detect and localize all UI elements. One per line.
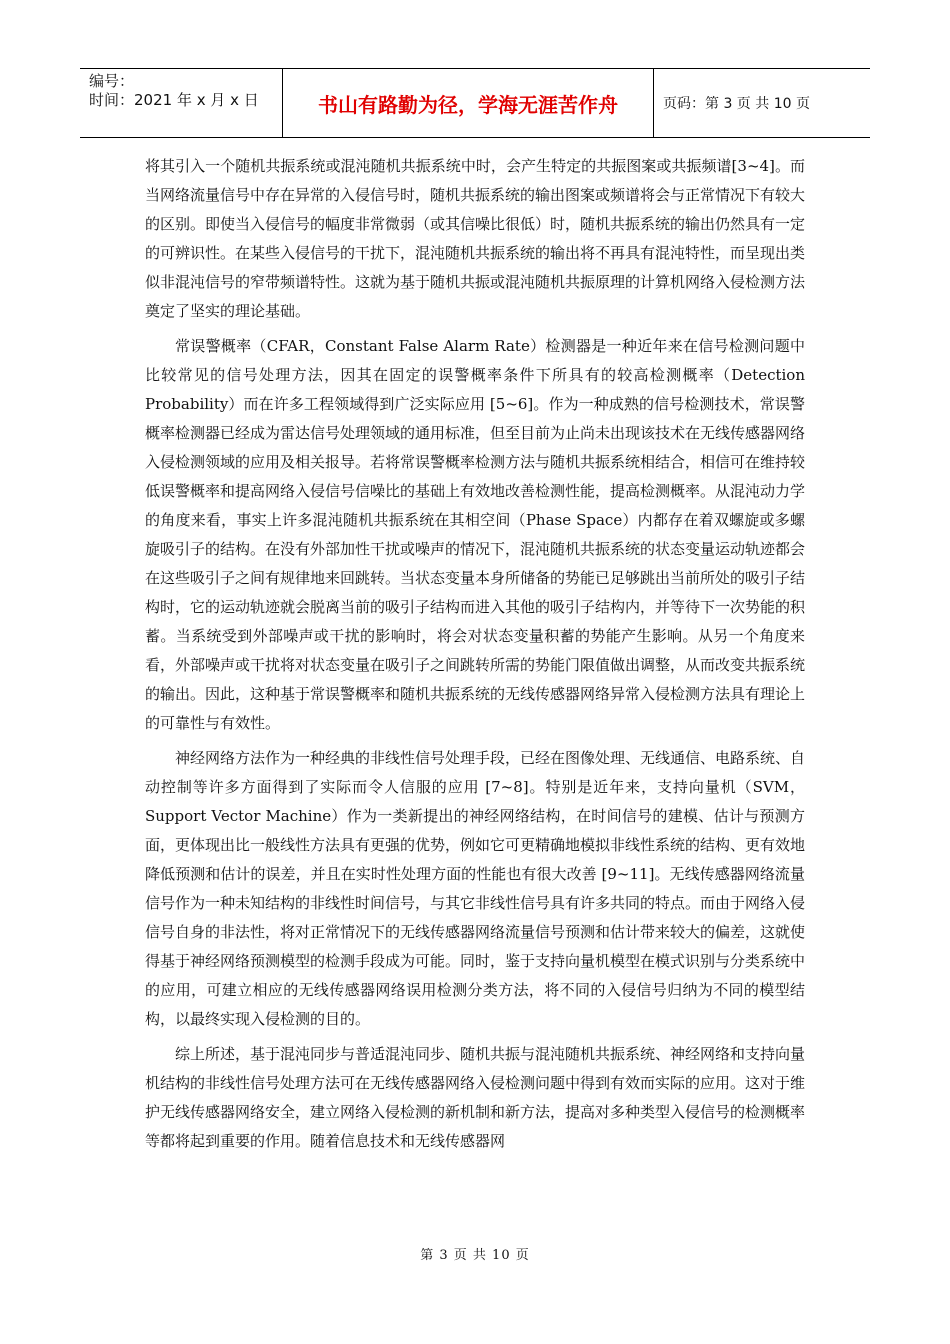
paragraph-1: 将其引入一个随机共振系统或混沌随机共振系统中时，会产生特定的共振图案或共振频谱[3~4]。而当网络流量信号中存在异常的入侵信号时，随机共振系统的输出图案或频谱将会与正常情况下有较大的区别。即使当入侵信号的幅度非常微弱（或其信噪比很低）时，随机共振系统的输出仍然具有一定的可辨识性。在某些入侵信号的干扰下，混沌随机共振系统的输出将不再具有混沌特性，而呈现出类似非混沌信号的窄带频谱特性。这就为基于随机共振或混沌随机共振原理的计算机网络入侵检测方法奠定了坚实的理论基础。 <box>145 157 806 320</box>
header-date-label: 时间：2021 年 x 月 x 日 <box>89 91 259 109</box>
page-footer: 第 3 页 共 10 页 <box>420 1248 530 1263</box>
paragraph-2: 常误警概率（CFAR，Constant False Alarm Rate）检测器是一种近年来在信号检测问题中比较常见的信号处理方法，因其在固定的误警概率条件下所具有的较高检测概率（Detection Probability）而在许多工程领域得到广泛实际应用 [5~6]。作为一种成熟的信号检测技术，常误警概率检测器已经成为雷达信号处理领域的通用标准，但至目前为止尚未出现该技术在无线传感器网络入侵检测领域的应用及相关报导。若将常误警概率检测方法与随机共振系统相结合，相信可在维持较低误警概率和提高网络入侵信号信噪比的基础上有效地改善检测性能，提高检测概率。从混沌动力学的角度来看，事实上许多混沌随机共振系统在其相空间（Phase Space）内都存在着双螺旋或多螺旋吸引子的结构。在没有外部加性干扰或噪声的情况下，混沌随机共振系统的状态变量运动轨迹都会在这些吸引子之间有规律地来回跳转。当状态变量本身所储备的势能已足够跳出当前所处的吸引子结构时，它的运动轨迹就会脱离当前的吸引子结构而进入其他的吸引子结构内，并等待下一次势能的积蓄。当系统受到外部噪声或干扰的影响时，将会对状态变量积蓄的势能产生影响。从另一个角度来看，外部噪声或干扰将对状态变量在吸引子之间跳转所需的势能门限值做出调整，从而改变共振系统的输出。因此，这种基于常误警概率和随机共振系统的无线传感器网络异常入侵检测方法具有理论上的可靠性与有效性。 <box>145 337 806 732</box>
paragraph-4: 综上所述，基于混沌同步与普适混沌同步、随机共振与混沌随机共振系统、神经网络和支持向量机结构的非线性信号处理方法可在无线传感器网络入侵检测问题中得到有效而实际的应用。这对于维护无线传感器网络安全，建立网络入侵检测的新机制和新方法，提高对多种类型入侵信号的检测概率等都将起到重要的作用。随着信息技术和无线传感器网 <box>145 1045 806 1150</box>
header-meta <box>80 69 282 137</box>
header-page-label: 页码：第 3 页 共 10 页 <box>663 96 810 112</box>
body-text <box>145 152 805 1156</box>
paragraph-3: 神经网络方法作为一种经典的非线性信号处理手段，已经在图像处理、无线通信、电路系统、自动控制等许多方面得到了实际而令人信服的应用 [7~8]。特别是近年来，支持向量机（SVM，Support Vector Machine）作为一类新提出的神经网络结构，在时间信号的建模、估计与预测方面，更体现出比一般线性方法具有更强的优势，例如它可更精确地模拟非线性系统的结构、更有效地降低预测和估计的误差，并且在实时性处理方面的性能也有很大改善 [9~11]。无线传感器网络流量信号作为一种未知结构的非线性时间信号，与其它非线性信号具有许多共同的特点。而由于网络入侵信号自身的非法性，将对正常情况下的无线传感器网络流量信号预测和估计带来较大的偏差，这就使得基于神经网络预测模型的检测手段成为可能。同时，鉴于支持向量机模型在模式识别与分类系统中的应用，可建立相应的无线传感器网络误用检测分类方法，将不同的入侵信号归纳为不同的模型结构，以最终实现入侵检测的目的。 <box>145 749 806 1028</box>
page-header <box>80 68 870 138</box>
header-code-label: 编号： <box>89 72 135 90</box>
header-motto: 书山有路勤为径，学海无涯苦作舟 <box>282 69 654 137</box>
